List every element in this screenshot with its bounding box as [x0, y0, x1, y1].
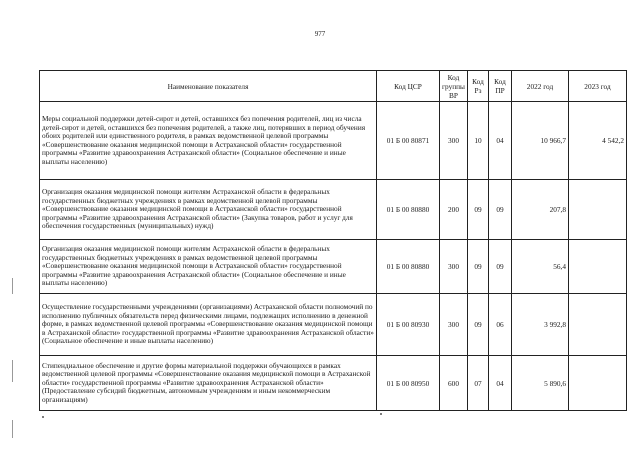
header-rz: Код Рз [468, 71, 489, 102]
header-2023: 2023 год [569, 71, 627, 102]
table-row [40, 294, 627, 356]
row-2023 [569, 180, 627, 240]
row-pr: 06 [489, 294, 512, 356]
row-rz: 10 [468, 102, 489, 180]
row-rz: 09 [468, 240, 489, 294]
row-pr: 04 [489, 356, 512, 411]
row-2023: 4 542,2 [569, 102, 627, 180]
row-name: Меры социальной поддержки детей-сирот и детей, оставшихся без попечения родителей, лиц из числа детей-сирот и детей, оставшихся без попечения родителей, а также лиц, потерявших в период обучения обоих родителей или единственного родителя, в рамках ведомственной целевой программы «Совершенствование оказания медицинской помощи в Астраханской области» государственной программы «Развитие здравоохранения Астраханской области» (Социальное обеспечение и иные выплаты населению) [40, 102, 377, 180]
row-2022: 56,4 [512, 240, 569, 294]
row-name: Стипендиальное обеспечение и другие формы материальной поддержки обучающихся в рамках ведомственной целевой программы «Совершенствование оказания медицинской помощи в Астраханской области» государственной программы «Развитие здравоохранения Астраханской области» (Предоставление субсидий бюджетным, автономным учреждениям и иным некоммерческим организациям) [40, 356, 377, 411]
table-row [40, 102, 627, 180]
row-vr: 300 [440, 294, 468, 356]
row-2022: 5 890,6 [512, 356, 569, 411]
row-vr: 200 [440, 180, 468, 240]
table-row [40, 180, 627, 240]
row-rz: 07 [468, 356, 489, 411]
row-pr: 09 [489, 180, 512, 240]
row-name: Осуществление государственными учреждениями (организациями) Астраханской области полномочий по исполнению публичных обязательств перед физическими лицами, подлежащих исполнению в денежной форме, в рамках ведомственной целевой программы «Совершенствование оказания медицинской помощи в Астраханской области» государственной программы «Развитие здравоохранения Астраханской области» (Социальное обеспечение и иные выплаты населению) [40, 294, 377, 356]
row-2023 [569, 240, 627, 294]
header-csr: Код ЦСР [377, 71, 440, 102]
header-pr: Код ПР [489, 71, 512, 102]
row-vr: 300 [440, 102, 468, 180]
page-number: 977 [314, 30, 326, 38]
row-csr: 01 Б 00 80880 [377, 240, 440, 294]
header-2022: 2022 год [512, 71, 569, 102]
table-row [40, 356, 627, 411]
table-header-row [40, 71, 627, 102]
scan-speck [42, 416, 44, 418]
row-2023 [569, 294, 627, 356]
row-2022: 10 966,7 [512, 102, 569, 180]
row-2022: 207,8 [512, 180, 569, 240]
scan-margin-mark [12, 420, 13, 438]
budget-table [39, 70, 627, 411]
scan-speck [380, 413, 382, 415]
row-name: Организация оказания медицинской помощи жителям Астраханской области в федеральных государственных бюджетных учреждениях в рамках ведомственной целевой программы «Совершенствование оказания медицинской помощи в Астраханской области» государственной программы «Развитие здравоохранения Астраханской области» (Закупка товаров, работ и услуг для обеспечения государственных (муниципальных) нужд) [40, 180, 377, 240]
row-2022: 3 992,8 [512, 294, 569, 356]
scan-margin-mark [12, 360, 13, 382]
table-row [40, 240, 627, 294]
scan-margin-mark [12, 278, 13, 294]
header-name: Наименование показателя [40, 71, 377, 102]
row-vr: 600 [440, 356, 468, 411]
row-pr: 04 [489, 102, 512, 180]
row-rz: 09 [468, 294, 489, 356]
row-csr: 01 Б 00 80880 [377, 180, 440, 240]
row-csr: 01 Б 00 80871 [377, 102, 440, 180]
row-pr: 09 [489, 240, 512, 294]
row-rz: 09 [468, 180, 489, 240]
row-vr: 300 [440, 240, 468, 294]
row-csr: 01 Б 00 80930 [377, 294, 440, 356]
row-name: Организация оказания медицинской помощи жителям Астраханской области в федеральных государственных бюджетных учреждениях в рамках ведомственной целевой программы «Совершенствование оказания медицинской помощи в Астраханской области» государственной программы «Развитие здравоохранения Астраханской области» (Социальное обеспечение и иные выплаты населению) [40, 240, 377, 294]
header-vr: Код группы ВР [440, 71, 468, 102]
row-2023 [569, 356, 627, 411]
row-csr: 01 Б 00 80950 [377, 356, 440, 411]
